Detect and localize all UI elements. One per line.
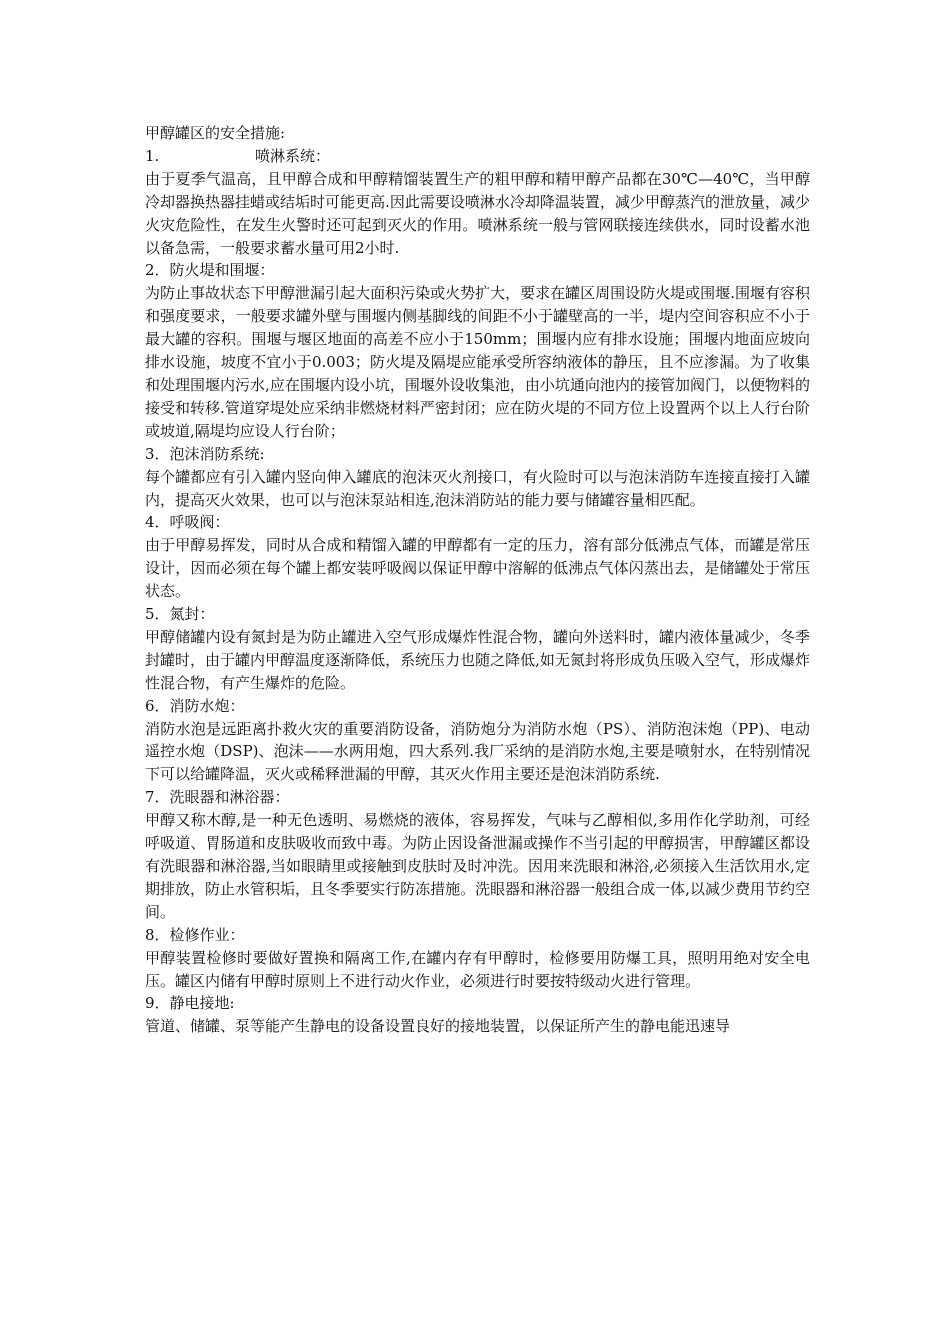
- section-3-heading-text: 泡沫消防系统:: [169, 444, 265, 463]
- section-6-body: 消防水泡是远距离扑救火灾的重要消防设备，消防炮分为消防水炮（PS）、消防泡沫炮（PP)、电动遥控水炮（DSP)、泡沫——水两用炮，四大系列.我厂采纳的是消防水炮,主要是喷射水，在特别情况下可以给罐降温，灭火或稀释泄漏的甲醇，其灭火作用主要还是泡沫消防系统.: [145, 719, 810, 784]
- section-6-heading: [145, 695, 810, 718]
- section-9-number: 9．: [145, 994, 170, 1013]
- section-4-number: 4．: [145, 513, 170, 532]
- section-9-heading-text: 静电接地:: [169, 994, 235, 1013]
- section-1-body: 由于夏季气温高，且甲醇合成和甲醇精馏装置生产的粗甲醇和精甲醇产品都在30℃—40℃，当甲醇冷却器换热器挂蜡或结垢时可能更高.因此需要设喷淋水冷却降温装置，减少甲醇蒸汽的泄放量，减少火灾危险性，在发生火警时还可起到灭火的作用。喷淋系统一般与管网联接连续供水，同时设蓄水池以备急需，一般要求蓄水量可用2小时.: [145, 169, 810, 257]
- section-3-body: 每个罐都应有引入罐内竖向伸入罐底的泡沫灭火剂接口，有火险时可以与泡沫消防车连接直接打入罐内，提高灭火效果，也可以与泡沫泵站相连,泡沫消防站的能力要与储罐容量相匹配。: [145, 467, 810, 509]
- section-7-heading: [145, 786, 810, 809]
- section-9-body: 管道、储罐、泵等能产生静电的设备设置良好的接地装置，以保证所产生的静电能迅速导: [145, 1017, 731, 1036]
- section-6-number: 6．: [145, 696, 170, 715]
- section-2-heading: [145, 259, 810, 282]
- section-5-heading: [145, 603, 810, 626]
- section-8-number: 8．: [145, 925, 170, 944]
- document-page: [145, 122, 810, 1038]
- document-title: 甲醇罐区的安全措施:: [145, 124, 286, 142]
- section-4-heading: [145, 511, 810, 534]
- section-2-body: 为防止事故状态下甲醇泄漏引起大面积污染或火势扩大，要求在罐区周围设防火堤或围堰.围堰有容积和强度要求，一般要求罐外壁与围堰内侧基脚线的间距不小于罐壁高的一半，堤内空间容积应不小于最大罐的容积。围堰与堰区地面的高差不应小于150mm；围堰内应有排水设施；围堰内地面应坡向排水设施，坡度不宜小于0.003；防火堤及隔堤应能承受所容纳液体的静压，且不应渗漏。为了收集和处理围堰内污水,应在围堰内设小坑，围堰外设收集池，由小坑通向池内的接管加阀门，以便物料的接受和转移.管道穿堤处应采纳非燃烧材料严密封闭；应在防火堤的不同方位上设置两个以上人行台阶或坡道,隔堤均应设人行台阶；: [145, 284, 810, 440]
- section-6-heading-text: 消防水炮：: [169, 696, 245, 715]
- section-7-body: 甲醇又称木醇,是一种无色透明、易燃烧的液体，容易挥发，气味与乙醇相似,多用作化学助剂，可经呼吸道、胃肠道和皮肤吸收而致中毒。为防止因设备泄漏或操作不当引起的甲醇损害，甲醇罐区都设有洗眼器和淋浴器,当如眼睛里或接触到皮肤时及时冲洗。因用来洗眼和淋浴,必须接入生活饮用水,定期排放，防止水管积垢，且冬季要实行防冻措施。洗眼器和淋浴器一般组合成一体,以减少费用节约空间。: [145, 811, 810, 921]
- section-1-heading: [145, 145, 810, 168]
- section-2-number: 2．: [145, 261, 170, 280]
- section-7-heading-text: 洗眼器和淋浴器：: [169, 788, 290, 807]
- section-3-number: 3．: [145, 444, 170, 463]
- section-1-number: 1.: [145, 146, 160, 165]
- section-8-body: 甲醇装置检修时要做好置换和隔离工作,在罐内存有甲醇时，检修要用防爆工具，照明用绝对安全电压。罐区内储有甲醇时原则上不进行动火作业，必须进行时要按特级动火进行管理。: [145, 948, 810, 990]
- section-1-heading-text: 喷淋系统：: [255, 146, 331, 165]
- section-3-heading: [145, 443, 810, 466]
- section-4-body: 由于甲醇易挥发，同时从合成和精馏入罐的甲醇都有一定的压力，溶有部分低沸点气体，而罐是常压设计，因而必须在每个罐上都安装呼吸阀以保证甲醇中溶解的低沸点气体闪蒸出去，是储罐处于常压状态。: [145, 536, 810, 601]
- section-7-number: 7．: [145, 788, 170, 807]
- section-5-number: 5．: [145, 605, 170, 624]
- section-2-heading-text: 防火堤和围堰：: [169, 261, 275, 280]
- section-9-heading: [145, 992, 810, 1015]
- section-5-body: 甲醇储罐内设有氮封是为防止罐进入空气形成爆炸性混合物，罐向外送料时，罐内液体量减少，冬季封罐时，由于罐内甲醇温度逐渐降低，系统压力也随之降低,如无氮封将形成负压吸入空气，形成爆炸性混合物，有产生爆炸的危险。: [145, 627, 810, 692]
- section-8-heading-text: 检修作业：: [169, 925, 245, 944]
- section-4-heading-text: 呼吸阀：: [169, 513, 230, 532]
- section-5-heading-text: 氮封：: [169, 605, 215, 624]
- section-8-heading: [145, 924, 810, 947]
